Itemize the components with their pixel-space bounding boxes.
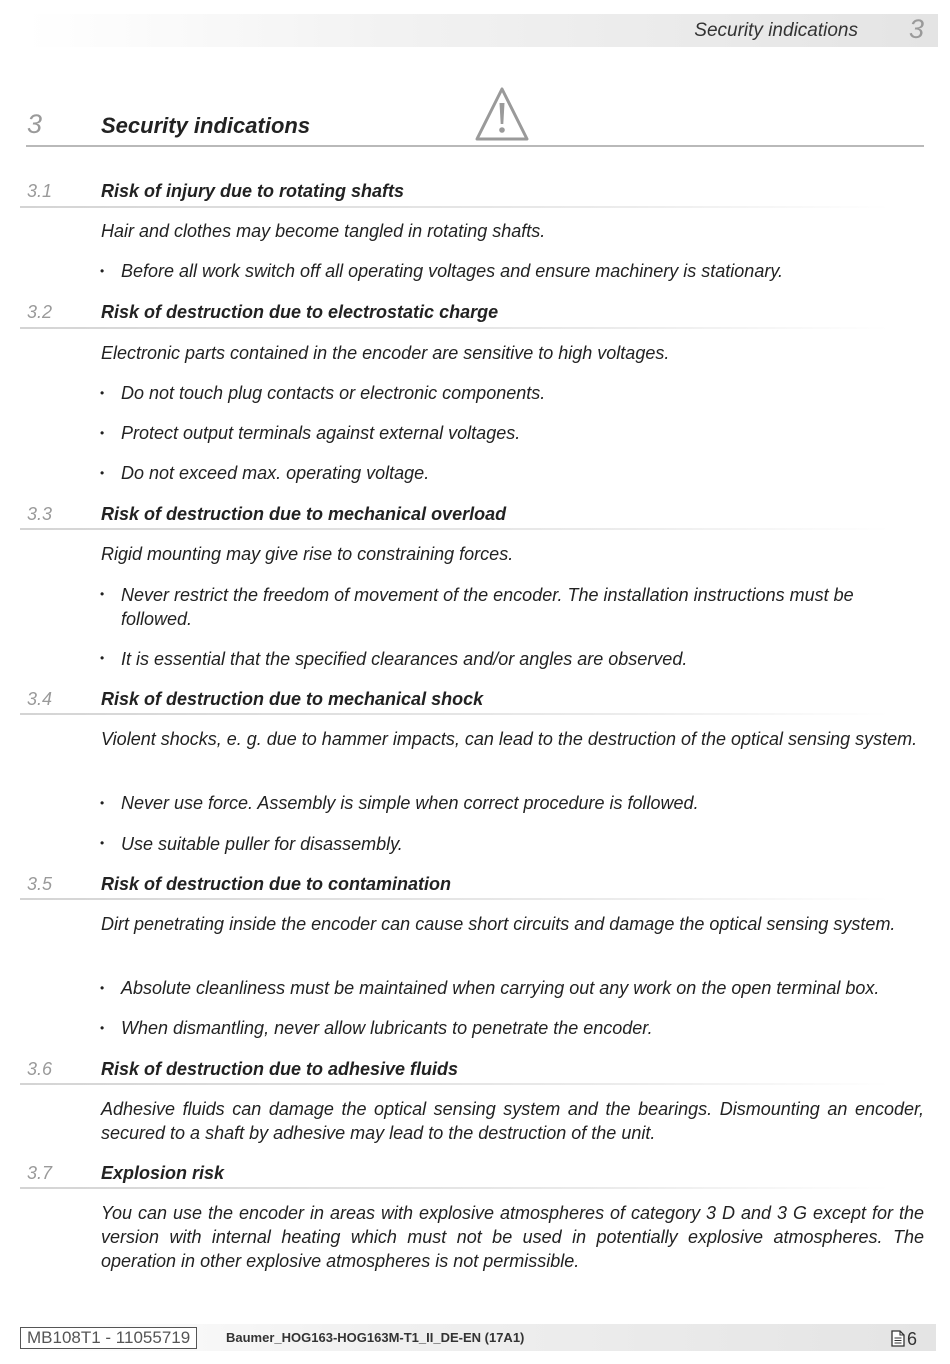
- section-title: Risk of destruction due to contamination: [101, 874, 452, 894]
- section-paragraph: You can use the encoder in areas with explosive atmospheres of category 3 D and 3 G except for the version with internal heating which must not be used in potentially explosive atmospheres. The operation in other explosive atmospheres is not permissible.: [101, 1203, 924, 1271]
- bullet-dot: •: [100, 466, 105, 480]
- bullet-item: It is essential that the specified clearances and/or angles are observed.: [121, 649, 688, 669]
- bullet-item: Before all work switch off all operating voltages and ensure machinery is stationary.: [121, 261, 783, 281]
- section-divider: [20, 327, 890, 329]
- section-title: Risk of destruction due to electrostatic charge: [101, 302, 499, 322]
- section-number: 3.6: [27, 1059, 53, 1079]
- bullet-item: Protect output terminals against external voltages.: [121, 423, 521, 443]
- bullet-dot: •: [100, 981, 105, 995]
- bullet-item: Do not exceed max. operating voltage.: [121, 463, 430, 483]
- section-number: 3.5: [27, 874, 53, 894]
- bullet-dot: •: [100, 264, 105, 278]
- running-header-chapter-number: 3: [908, 14, 924, 44]
- bullet-item: Use suitable puller for disassembly.: [121, 834, 403, 854]
- section-number: 3.2: [27, 302, 53, 322]
- section-paragraph: Electronic parts contained in the encoder are sensitive to high voltages.: [101, 343, 670, 363]
- bullet-dot: •: [100, 796, 105, 810]
- bullet-item: Never use force. Assembly is simple when correct procedure is followed.: [121, 793, 699, 813]
- bullet-dot: •: [100, 426, 105, 440]
- section-paragraph: Dirt penetrating inside the encoder can cause short circuits and damage the optical sensing system.: [101, 914, 896, 934]
- section-number: 3.7: [27, 1163, 53, 1183]
- bullet-dot: •: [100, 651, 105, 665]
- chapter-divider: [26, 145, 924, 147]
- section-number: 3.1: [27, 181, 53, 201]
- bullet-item: When dismantling, never allow lubricants to penetrate the encoder.: [121, 1018, 653, 1038]
- bullet-item: Absolute cleanliness must be maintained when carrying out any work on the open terminal box.: [121, 978, 880, 998]
- footer-doc-code: MB108T1 - 11055719: [20, 1327, 197, 1349]
- section-divider: [20, 713, 890, 715]
- section-title: Risk of destruction due to mechanical shock: [101, 689, 484, 709]
- section-title: Explosion risk: [101, 1163, 225, 1183]
- section-paragraph: Adhesive fluids can damage the optical sensing system and the bearings. Dismounting an encoder, secured to a shaft by adhesive may lead to the destruction of the unit.: [101, 1099, 924, 1143]
- page-number: 6: [907, 1329, 918, 1349]
- section-number: 3.3: [27, 504, 53, 524]
- section-divider: [20, 206, 890, 208]
- bullet-dot: •: [100, 386, 105, 400]
- section-paragraph: Hair and clothes may become tangled in rotating shafts.: [101, 221, 546, 241]
- bullet-dot: •: [100, 1021, 105, 1035]
- section-divider: [20, 1083, 890, 1085]
- section-paragraph: Violent shocks, e. g. due to hammer impacts, can lead to the destruction of the optical sensing system.: [101, 729, 918, 749]
- section-divider: [20, 1187, 890, 1189]
- chapter-title: Security indications: [101, 113, 311, 138]
- chapter-number: 3: [27, 109, 43, 139]
- section-number: 3.4: [27, 689, 53, 709]
- warning-triangle-icon: [474, 86, 530, 142]
- footer-file-name: Baumer_HOG163-HOG163M-T1_II_DE-EN (17A1): [226, 1330, 525, 1345]
- bullet-item: Do not touch plug contacts or electronic components.: [121, 383, 546, 403]
- section-title: Risk of destruction due to adhesive fluids: [101, 1059, 459, 1079]
- section-paragraph: Rigid mounting may give rise to constraining forces.: [101, 544, 514, 564]
- section-divider: [20, 898, 890, 900]
- bullet-dot: •: [100, 836, 105, 850]
- page-icon: [891, 1330, 905, 1347]
- bullet-dot: •: [100, 587, 105, 601]
- bullet-item: Never restrict the freedom of movement of the encoder. The installation instructions must be followed.: [121, 585, 854, 629]
- running-header-title: Security indications: [694, 20, 858, 41]
- section-divider: [20, 528, 890, 530]
- section-title: Risk of injury due to rotating shafts: [101, 181, 405, 201]
- section-title: Risk of destruction due to mechanical overload: [101, 504, 507, 524]
